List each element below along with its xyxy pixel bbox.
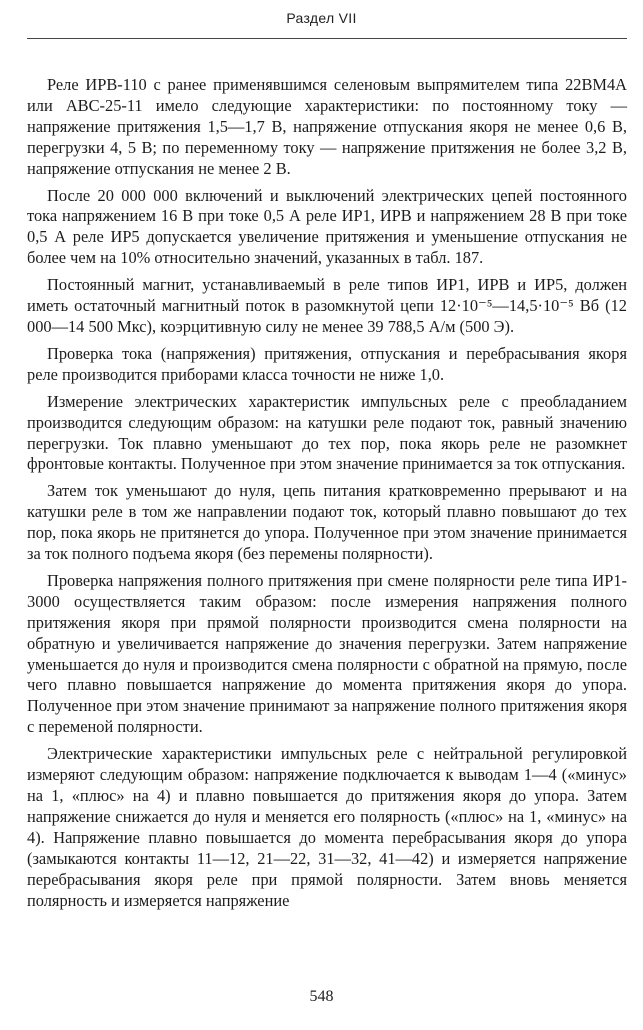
paragraph: После 20 000 000 включений и выключений электрических цепей постоянного тока напряжением 16 В при токе 0,5 А реле ИР1, ИРВ и напряжением 28 В при токе 0,5 А реле ИР5 допускается увеличение притяжения и уменьшение отпускания не более чем на 10% относительно значений, указанных в табл. 187. — [27, 185, 627, 268]
header-rule — [27, 38, 627, 39]
running-head: Раздел VII — [286, 10, 357, 26]
paragraph: Затем ток уменьшают до нуля, цепь питания кратковременно прерывают и на катушки реле в том же направлении подают ток, который плавно повышают до тех пор, пока якорь не притянется до упора. Полученное при этом значение принимается за ток полного подъема якоря (без перемены полярности). — [27, 481, 627, 564]
paragraph: Измерение электрических характеристик импульсных реле с преобладанием производится следующим образом: на катушки реле подают ток, равный значению перегрузки. Ток плавно уменьшают до тех пор, пока якорь реле не разомкнет фронтовые контакты. Полученное при этом значение принимается за ток отпускания. — [27, 391, 627, 474]
paragraph: Реле ИРВ-110 с ранее применявшимся селеновым выпрямителем типа 22ВМ4А или АВС-25-11 имело следующие характеристики: по постоянному току — напряжение притяжения 1,5—1,7 В, напряжение отпускания якоря не менее 0,6 В, перегрузки 4, 5 В; по переменному току — напряжение притяжения не более 3,2 В, напряжение отпускания не менее 2 В. — [27, 75, 627, 178]
paragraph: Проверка напряжения полного притяжения при смене полярности реле типа ИР1-3000 осуществляется таким образом: после измерения напряжения полного притяжения якоря при прямой полярности производится смена полярности на обратную и увеличивается напряжение до значения перегрузки. Затем напряжение уменьшается до нуля и производится смена полярности с обратной на прямую, после чего плавно повышается напряжение до момента притяжения якоря до упора. Полученное при этом значение принимают за напряжение полного притяжения якоря с переменой полярности. — [27, 570, 627, 737]
paragraph: Проверка тока (напряжения) притяжения, отпускания и перебрасывания якоря реле производится приборами класса точности не ниже 1,0. — [27, 343, 627, 384]
body-text — [27, 75, 627, 911]
paragraph: Электрические характеристики импульсных реле с нейтральной регулировкой измеряют следующим образом: напряжение подключается к выводам 1—4 («минус» на 1, «плюс» на 4) и плавно повышается до притяжения якоря до упора. Затем напряжение снижается до нуля и меняется его полярность («плюс» на 1, «минус» на 4). Напряжение плавно повышается до момента перебрасывания якоря до упора (замыкаются контакты 11—12, 21—22, 31—32, 41—42) и измеряется напряжение перебрасывания якоря реле при прямой полярности. Затем вновь меняется полярность и измеряется напряжение — [27, 744, 627, 910]
page-number: 548 — [309, 988, 334, 1005]
paragraph: Постоянный магнит, устанавливаемый в реле типов ИР1, ИРВ и ИР5, должен иметь остаточный магнитный поток в разомкнутой цепи 12·10⁻⁵—14,5·10⁻⁵ Вб (12 000—14 500 Мкс), коэрцитивную силу не менее 39 788,5 А/м (500 Э). — [27, 275, 627, 336]
